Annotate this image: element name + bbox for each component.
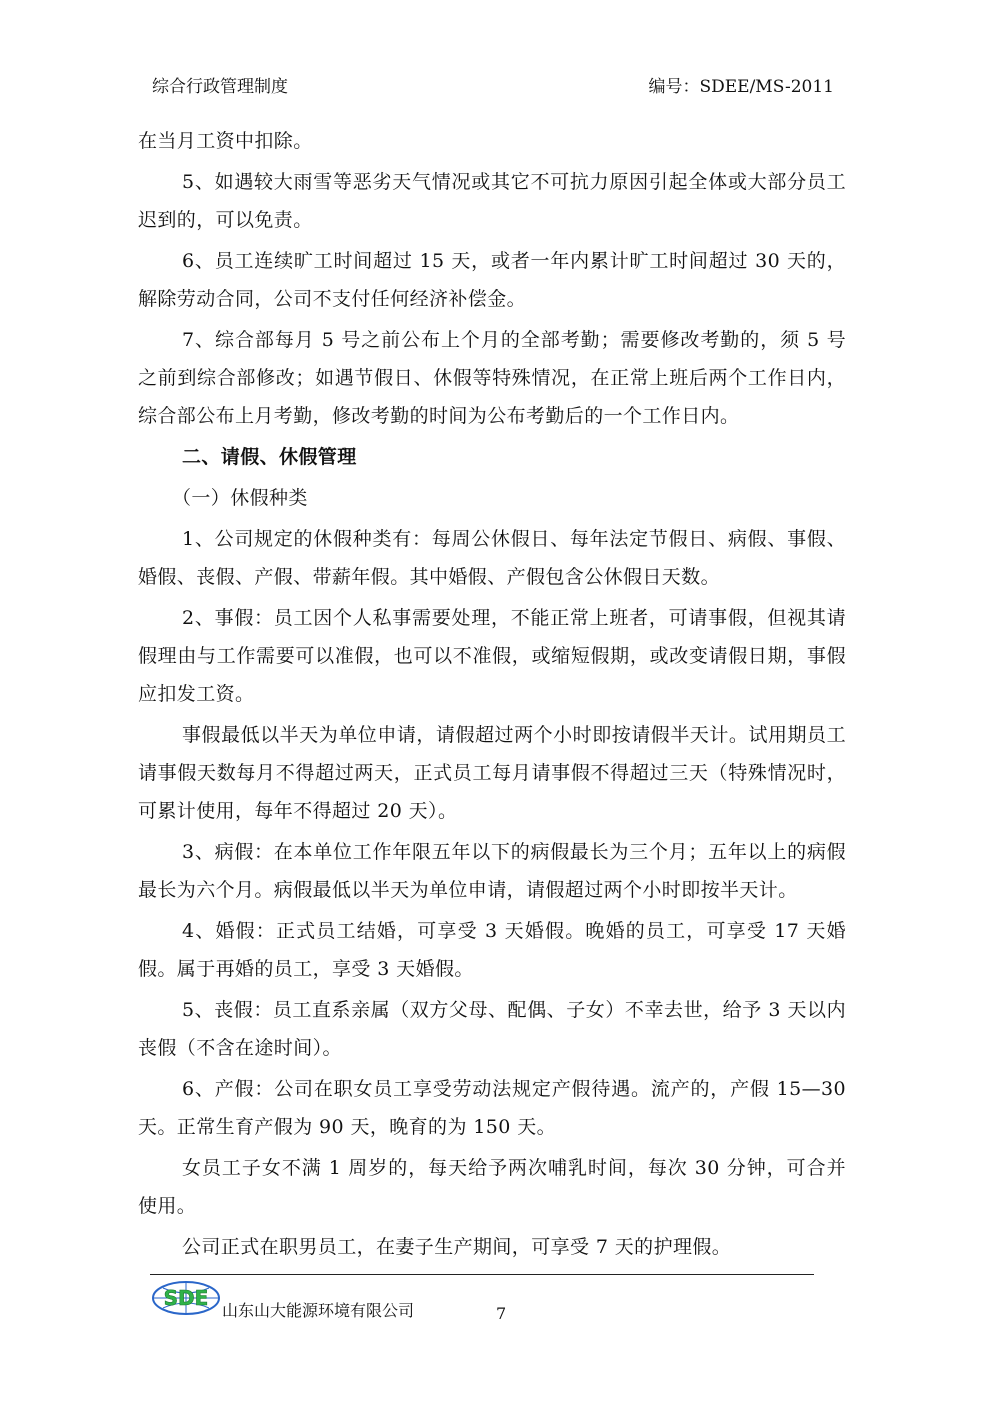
subsection-heading: （一）休假种类	[172, 487, 308, 509]
paragraph-weather-exemption: 5、如遇较大雨雪等恶劣天气情况或其它不可抗力原因引起全体或大部分员工迟到的，可以免责。	[138, 171, 846, 231]
paragraph-paternity-leave: 公司正式在职男员工，在妻子生产期间，可享受 7 天的护理假。	[182, 1236, 732, 1258]
paragraph-sick-leave: 3、病假：在本单位工作年限五年以下的病假最长为三个月；五年以上的病假最长为六个月。病假最低以半天为单位申请，请假超过两个小时即按半天计。	[138, 841, 846, 901]
paragraph-leave-types: 1、公司规定的休假种类有：每周公休假日、每年法定节假日、病假、事假、婚假、丧假、产假、带薪年假。其中婚假、产假包含公休假日天数。	[138, 528, 846, 588]
document-body	[138, 122, 846, 1269]
section-heading: 二、请假、休假管理	[182, 446, 357, 468]
paragraph-absence: 6、员工连续旷工时间超过 15 天，或者一年内累计旷工时间超过 30 天的，解除劳动合同，公司不支付任何经济补偿金。	[138, 250, 846, 310]
header-title: 综合行政管理制度	[152, 77, 288, 97]
paragraph-attendance-publish: 7、综合部每月 5 号之前公布上个月的全部考勤；需要修改考勤的，须 5 号之前到综合部修改；如遇节假日、休假等特殊情况，在正常上班后两个工作日内，综合部公布上月考勤，修改考勤的时间为公布考勤后的一个工作日内。	[138, 329, 846, 427]
paragraph-funeral-leave: 5、丧假：员工直系亲属（双方父母、配偶、子女）不幸去世，给予 3 天以内丧假（不含在途时间）。	[138, 999, 846, 1059]
page-number: 7	[496, 1304, 507, 1323]
paragraph-deduction: 在当月工资中扣除。	[138, 130, 313, 152]
paragraph-personal-leave: 2、事假：员工因个人私事需要处理，不能正常上班者，可请事假，但视其请假理由与工作需要可以准假，也可以不准假，或缩短假期，或改变请假日期，事假应扣发工资。	[138, 607, 846, 705]
paragraph-nursing-time: 女员工子女不满 1 周岁的，每天给予两次哺乳时间，每次 30 分钟，可合并使用。	[138, 1157, 846, 1217]
paragraph-personal-leave-rules: 事假最低以半天为单位申请，请假超过两个小时即按请假半天计。试用期员工请事假天数每月不得超过两天，正式员工每月请事假不得超过三天（特殊情况时，可累计使用，每年不得超过 20 天）。	[138, 724, 846, 822]
paragraph-maternity-leave: 6、产假：公司在职女员工享受劳动法规定产假待遇。流产的，产假 15—30 天。正常生育产假为 90 天，晚育的为 150 天。	[138, 1078, 846, 1138]
document-number: 编号：SDEE/MS-2011	[648, 77, 834, 97]
company-logo-icon	[151, 1280, 221, 1316]
company-name: 山东山大能源环境有限公司	[222, 1301, 415, 1320]
paragraph-marriage-leave: 4、婚假：正式员工结婚，可享受 3 天婚假。晚婚的员工，可享受 17 天婚假。属于再婚的员工，享受 3 天婚假。	[138, 920, 846, 980]
footer-divider	[150, 1274, 814, 1275]
svg-text:SDE: SDE	[163, 1286, 209, 1310]
